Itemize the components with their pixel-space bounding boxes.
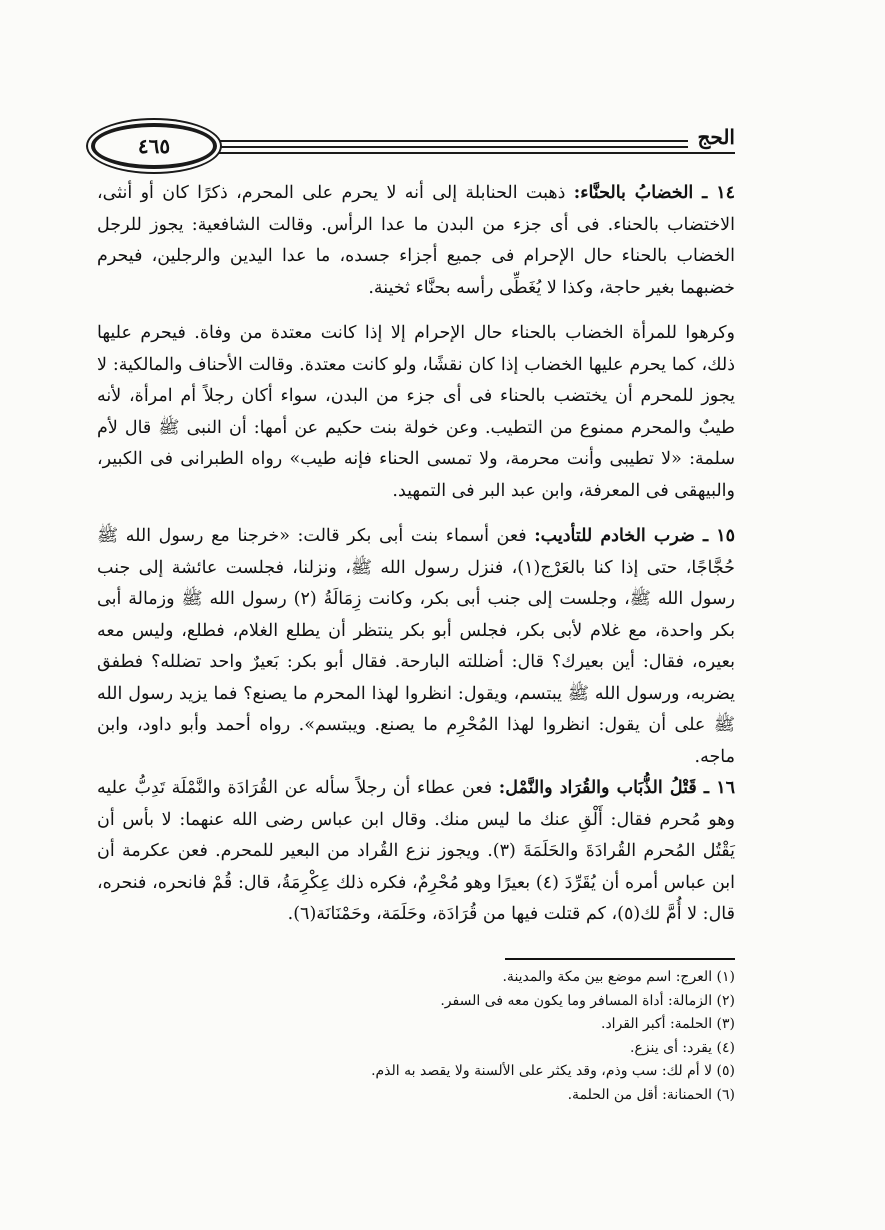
- footnote-item: (٦) الحمنانة: أقل من الحلمة.: [567, 1086, 735, 1103]
- paragraph-text: ذهبت الحنابلة إلى أنه لا يحرم على المحرم، ذكرًا كان أو أنثى، الاختضاب بالحناء. فى أى جزء من البدن ما عدا الرأس. وقالت الشافعية: يجوز للرجل الخضاب بالحناء حال الإحرام فى جميع أجزاء جسده، ما عدا اليدين والرجلين، فيحرم خضبهما بغير حاجة، وكذا لا يُغَطِّى رأسه بحنَّاء ثخينة.: [97, 183, 735, 298]
- paragraph-text: وكرهوا للمرأة الخضاب بالحناء حال الإحرام إلا إذا كانت معتدة من وفاة. فيحرم عليها ذلك، كما يحرم عليها الخضاب إذا كان نقشًا، ولو كانت معتدة. وقالت الأحناف والمالكية: لا يجوز للمحرم أن يختضب بالحناء فى أى جزء من البدن، سواء أكان رجلاً أم امرأة، لأنه طيبٌ والمحرم ممنوع من التطيب. وعن خولة بنت حكيم عن أمها: أن النبى ﷺ قال لأم سلمة: «لا تطيبى وأنت محرمة، ولا تمسى الحناء فإنه طيب» رواه الطبرانى فى الكبير، والبيهقى فى المعرفة، وابن عبد البر فى التمهيد.: [97, 323, 735, 501]
- footnote-item: (٣) الحلمة: أكبر القراد.: [601, 1016, 735, 1032]
- main-text: [97, 178, 735, 931]
- paragraph-text: فعن عطاء أن رجلاً سأله عن القُرَادَة والنَّمْلَة تَدِبُّ عليه وهو مُحرم فقال: أَلْقِ عنك ما ليس منك. وقال ابن عباس رضى الله عنهما: لا بأس أن يَقْتُل المُحرم القُرادَةَ والحَلَمَةَ (٣). ويجوز نزع القُراد من البعير للمحرم. فعن عكرمة أن ابن عباس أمره أن يُقَرِّدَ (٤) بعيرًا وهو مُحْرِمٌ، فكره ذلك عِكْرِمَةُ، قال: قُمْ فانحره، فنحره، قال: لا أُمَّ لك(٥)، كم قتلت فيها من قُرَادَة، وحَلَمَة، وحَمْنَانَة(٦).: [97, 778, 736, 924]
- chapter-title: الحج: [688, 125, 735, 149]
- paragraph-15: [97, 521, 735, 773]
- footnote-item: (٥) لا أم لك: سب وذم، وقد يكثر على الألسنة ولا يقصد به الذم.: [371, 1063, 735, 1079]
- section-heading: ١٥ ـ ضرب الخادم للتأديب:: [534, 526, 736, 546]
- footnote-divider: [505, 958, 735, 960]
- footnote-item: (٢) الزمالة: أداة المسافر وما يكون معه فى السفر.: [440, 992, 735, 1009]
- paragraph-16: [97, 773, 735, 931]
- section-heading: ١٦ ـ قَتْلُ الذُّبَاب والقُرَاد والنَّمْل:: [498, 778, 735, 798]
- paragraph-14: [97, 178, 735, 304]
- paragraph-text: فعن أسماء بنت أبى بكر قالت: «خرجنا مع رسول الله ﷺ حُجَّاجًا، حتى إذا كنا بالعَرْج(١)، فنزل رسول الله ﷺ، ونزلنا، فجلست عائشة إلى جنب رسول الله ﷺ، وجلست إلى جنب أبى بكر، وكانت زِمَالَةُ (٢) رسول الله ﷺ وزمالة أبى بكر واحدة، مع غلام لأبى بكر، فجلس أبو بكر ينتظر أن يطلع الغلام، فطلع، وليس معه بعيره، فقال: أين بعيرك؟ قال: أضللته البارحة. فقال أبو بكر: بَعيرٌ واحد تضلله؟ فطفق يضربه، ورسول الله ﷺ يبتسم، ويقول: انظروا لهذا المحرم ما يصنع؟ فما يزيد رسول الله ﷺ على أن يقول: انظروا لهذا المُحْرِم ما يصنع. ويبتسم». رواه أحمد وأبو داود، وابن ماجه.: [97, 526, 735, 767]
- footnote-item: (٤) يقرد: أى ينزع.: [630, 1039, 735, 1056]
- paragraph-14-continued: [97, 318, 735, 507]
- footnotes: [97, 966, 735, 1107]
- page-number: ٤٦٥: [137, 134, 171, 158]
- section-heading: ١٤ ـ الخضابُ بالحنَّاء:: [573, 183, 735, 203]
- footnote-item: (١) العرج: اسم موضع بين مكة والمدينة.: [502, 969, 735, 985]
- page-header: [95, 125, 735, 175]
